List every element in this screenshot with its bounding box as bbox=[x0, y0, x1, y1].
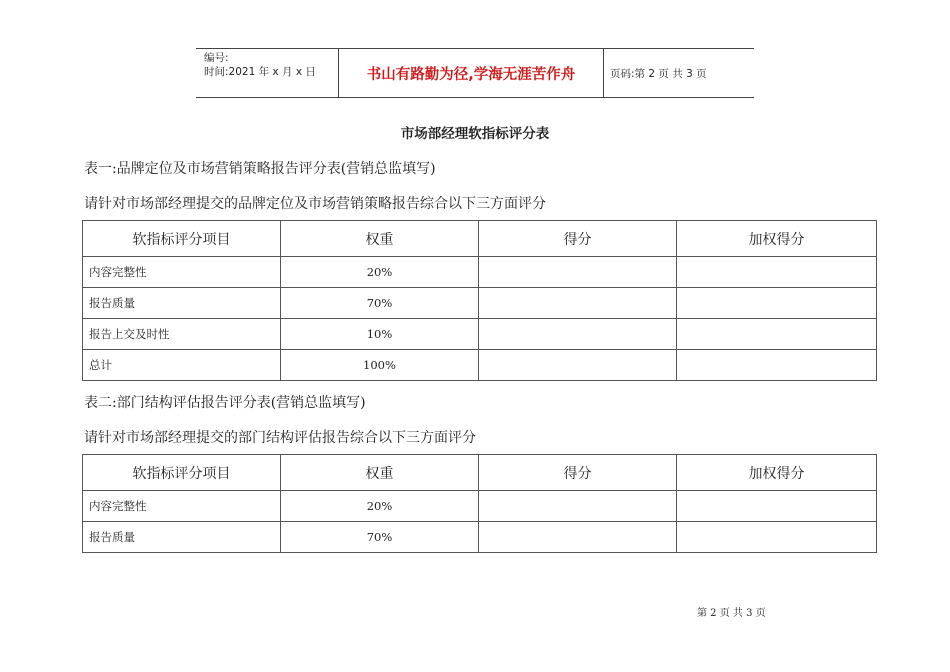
score-cell[interactable] bbox=[479, 491, 677, 522]
table2-caption: 表二:部门结构评估报告评分表(营销总监填写) bbox=[84, 395, 366, 411]
table-header-row bbox=[83, 221, 877, 257]
time-label: 时间:2021 年 x 月 x 日 bbox=[204, 66, 316, 78]
weighted-score-cell[interactable] bbox=[677, 350, 877, 381]
score-cell[interactable] bbox=[479, 522, 677, 553]
table-row bbox=[83, 491, 877, 522]
column-header-weighted-score: 加权得分 bbox=[677, 221, 877, 257]
table1-instruction: 请针对市场部经理提交的品牌定位及市场营销策略报告综合以下三方面评分 bbox=[84, 196, 546, 212]
weighted-score-cell[interactable] bbox=[677, 522, 877, 553]
column-header-score: 得分 bbox=[479, 221, 677, 257]
weight-cell: 20% bbox=[281, 257, 479, 288]
table-row bbox=[83, 350, 877, 381]
score-cell[interactable] bbox=[479, 257, 677, 288]
header-meta bbox=[204, 51, 336, 95]
table-row bbox=[83, 319, 877, 350]
header-motto: 书山有路勤为径,学海无涯苦作舟 bbox=[338, 49, 604, 97]
header-page-info: 页码:第 2 页 共 3 页 bbox=[610, 67, 707, 80]
score-table-2 bbox=[82, 454, 877, 553]
item-cell: 报告质量 bbox=[83, 288, 281, 319]
table-row bbox=[83, 522, 877, 553]
weighted-score-cell[interactable] bbox=[677, 491, 877, 522]
weight-cell: 10% bbox=[281, 319, 479, 350]
table-row bbox=[83, 257, 877, 288]
score-cell[interactable] bbox=[479, 288, 677, 319]
item-cell: 报告上交及时性 bbox=[83, 319, 281, 350]
weighted-score-cell[interactable] bbox=[677, 319, 877, 350]
table-row bbox=[83, 288, 877, 319]
column-header-weight: 权重 bbox=[281, 221, 479, 257]
document-title: 市场部经理软指标评分表 bbox=[400, 126, 550, 142]
column-header-item: 软指标评分项目 bbox=[83, 455, 281, 491]
column-header-item: 软指标评分项目 bbox=[83, 221, 281, 257]
column-header-score: 得分 bbox=[479, 455, 677, 491]
weighted-score-cell[interactable] bbox=[677, 288, 877, 319]
item-cell: 报告质量 bbox=[83, 522, 281, 553]
number-label: 编号: bbox=[204, 52, 229, 64]
score-table-1 bbox=[82, 220, 877, 381]
item-cell: 总计 bbox=[83, 350, 281, 381]
weight-cell: 20% bbox=[281, 491, 479, 522]
page-footer: 第 2 页 共 3 页 bbox=[697, 608, 766, 619]
table2-instruction: 请针对市场部经理提交的部门结构评估报告综合以下三方面评分 bbox=[84, 430, 476, 446]
column-header-weight: 权重 bbox=[281, 455, 479, 491]
item-cell: 内容完整性 bbox=[83, 257, 281, 288]
table1-caption: 表一:品牌定位及市场营销策略报告评分表(营销总监填写) bbox=[84, 161, 436, 177]
score-cell[interactable] bbox=[479, 350, 677, 381]
weighted-score-cell[interactable] bbox=[677, 257, 877, 288]
column-header-weighted-score: 加权得分 bbox=[677, 455, 877, 491]
weight-cell: 70% bbox=[281, 288, 479, 319]
weight-cell: 70% bbox=[281, 522, 479, 553]
item-cell: 内容完整性 bbox=[83, 491, 281, 522]
weight-cell: 100% bbox=[281, 350, 479, 381]
table-header-row bbox=[83, 455, 877, 491]
page-header bbox=[196, 48, 754, 98]
score-cell[interactable] bbox=[479, 319, 677, 350]
